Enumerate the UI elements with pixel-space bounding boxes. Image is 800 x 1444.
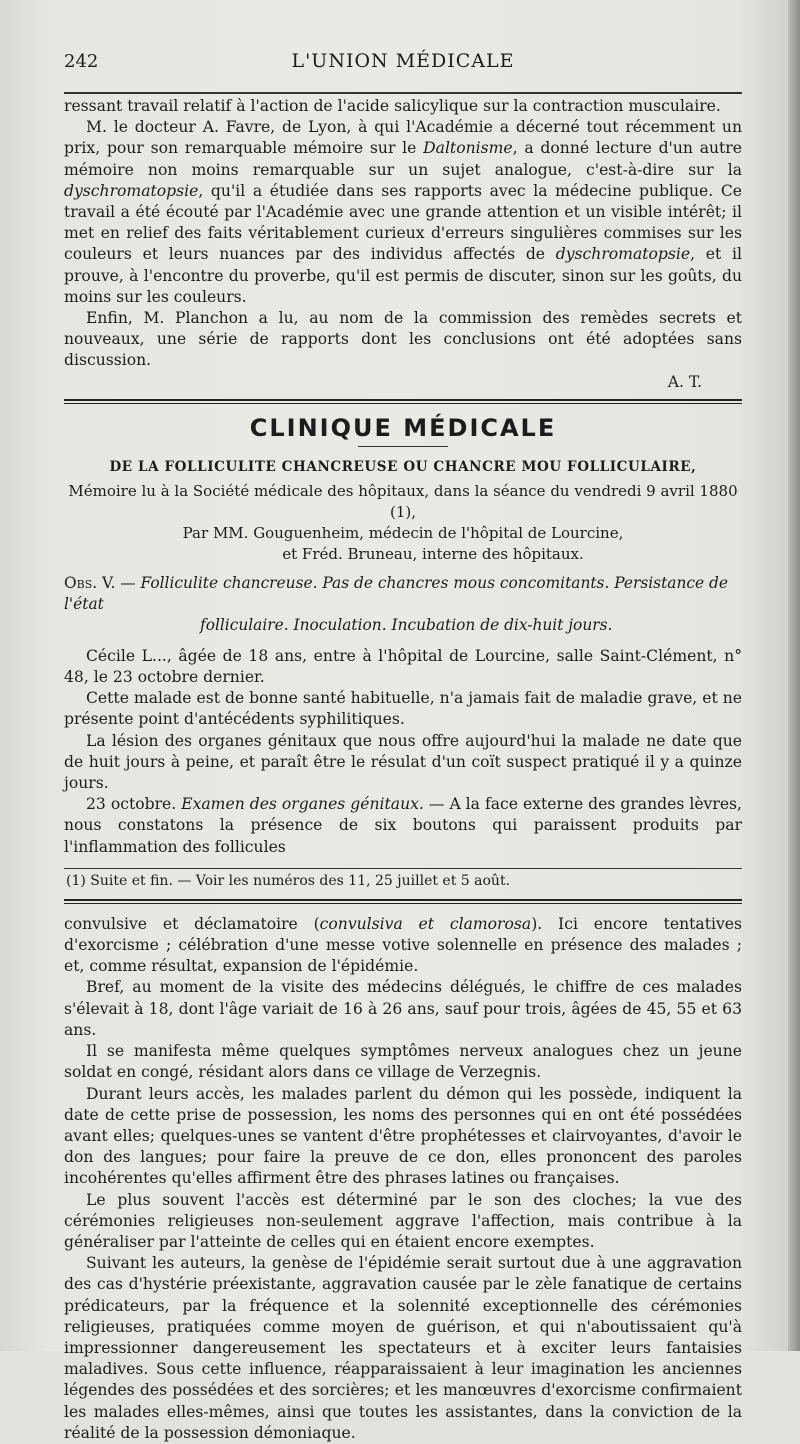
article-title: DE LA FOLLICULITE CHANCREUSE OU CHANCRE MOU FOLLICULAIRE, xyxy=(109,458,697,475)
signature: A. T. xyxy=(667,372,702,391)
page-edge xyxy=(788,0,800,1351)
paragraph: Il se manifesta même quelques symptômes nerveux analogues chez un jeune soldat en congé, résidant alors dans ce village de Verzegnis. xyxy=(64,1042,742,1082)
paragraph: Durant leurs accès, les malades parlent du démon qui les possède, indiquent la date de cette prise de possession, les noms des personnes qui en ont été possédées avant elles; quelques-unes se vantent d'être prophétesses et clairvoyantes, d'avoir le don des langues; pour faire la preuve de ce don, elles prononcent des paroles incohérentes qu'elles affirment être des phrases latines ou françaises. xyxy=(64,1084,742,1188)
paragraph: Bref, au moment de la visite des médecins délégués, le chiffre de ces malades s'élevait à 18, dont l'âge variait de 16 à 26 ans, sauf pour trois, âgées de 45, 55 et 63 ans. xyxy=(64,978,742,1039)
footnote: (1) Suite et fin. — Voir les numéros des 11, 25 juillet et 5 août. xyxy=(66,872,511,889)
paragraph: 23 octobre. Examen des organes génitaux. — A la face externe des grandes lèvres, nous constatons la présence de six boutons qui paraissent produits par l'inflammation des follicules xyxy=(64,795,743,856)
running-head xyxy=(64,0,742,86)
author-line: et Fréd. Bruneau, interne des hôpitaux. xyxy=(282,544,584,563)
clinique-column xyxy=(64,646,742,858)
footnote-rule xyxy=(64,868,742,869)
author-line: Par MM. Gouguenheim, médecin de l'hôpital de Lourcine, xyxy=(182,523,624,542)
lower-column xyxy=(64,914,742,1444)
paragraph: convulsive et déclamatoire (convulsiva et clamorosa). Ici encore tentatives d'exorcisme ; célébration d'une messe votive solennelle en présence des malades ; et, comme résultat, expansion de l'épidémie. xyxy=(64,914,743,976)
paragraph: Cécile L..., âgée de 18 ans, entre à l'hôpital de Lourcine, salle Saint-Clément, n° 48, le 23 octobre dernier. xyxy=(64,646,742,687)
paragraph: La lésion des organes génitaux que nous offre aujourd'hui la malade ne date que de huit jours à peine, et paraît être le résulat d'un coït suspect pratiqué il y a quinze jours. xyxy=(64,731,742,793)
paragraph: M. le docteur A. Favre, de Lyon, à qui l'Académie a décerné tout récemment un prix, pour son remarquable mémoire sur le Daltonisme, a donné lecture d'un autre mémoire non moins remarquable sur un sujet analogue, c'est-à-dire sur la dyschromatopsie, qu'il a étudiée dans ses rapports avec la médecine publique. Ce travail a été écouté par l'Académie avec une grande attention et un visible intérêt; il met en relief des faits véritablement curieux d'erreurs singulières commises sur les couleurs et leurs nuances par des individus affectés de dyschromatopsie, et il prouve, à l'encontre du proverbe, qu'il est permis de discuter, sinon sur les goûts, du moins sur les couleurs. xyxy=(64,118,742,306)
memoire-line: Mémoire lu à la Société médicale des hôpitaux, dans la séance du vendredi 9 avril 1880 (1), xyxy=(68,481,738,521)
paragraph: Le plus souvent l'accès est déterminé par le son des cloches; la vue des cérémonies religieuses non-seulement aggrave l'affection, mais contribue à la généraliser par l'atteinte de celles qui en étaient encore exemptes. xyxy=(64,1190,742,1251)
journal-title: L'UNION MÉDICALE xyxy=(291,50,515,72)
feuilleton-divider xyxy=(64,899,742,904)
paragraph: Enfin, M. Planchon a lu, au nom de la commission des remèdes secrets et nouveaux, une série de rapports dont les conclusions ont été adoptées sans discussion. xyxy=(64,309,742,370)
observation-heading: Obs. V. — Folliculite chancreuse. Pas de chancres mous concomitants. Persistance de l'état folliculaire. Inoculation. Incubation de dix-huit jours. xyxy=(64,573,728,634)
page-number: 242 xyxy=(64,51,99,72)
section-title: CLINIQUE MÉDICALE xyxy=(249,413,557,442)
paragraph: ressant travail relatif à l'action de l'acide salicylique sur la contraction musculaire. xyxy=(64,97,721,115)
title-rule xyxy=(358,446,448,447)
section-divider xyxy=(64,399,742,404)
paragraph: Cette malade est de bonne santé habituelle, n'a jamais fait de maladie grave, et ne présente point d'antécédents syphilitiques. xyxy=(64,689,742,729)
paragraph: Suivant les auteurs, la genèse de l'épidémie serait surtout due à une aggravation des cas d'hystérie préexistante, aggravation causée par le zèle fanatique de certains prédicateurs, par la fréquence et la solennité exceptionnelle des cérémonies religieuses, pratiquées comme moyen de guérison, et qui n'aboutissaient qu'à impressionner dangereusement les spectateurs et à exciter leurs fantaisies maladives. Sous cette influence, réapparaissaient à leur imagination les anciennes légendes des possédées et des sorcières; et les manœuvres d'exorcisme confirmaient les malades elles-mêmes, ainsi que toutes les assistantes, dans la conviction de la réalité de la possession démoniaque. xyxy=(64,1254,742,1442)
top-column xyxy=(64,96,742,393)
header-rule xyxy=(64,92,742,94)
